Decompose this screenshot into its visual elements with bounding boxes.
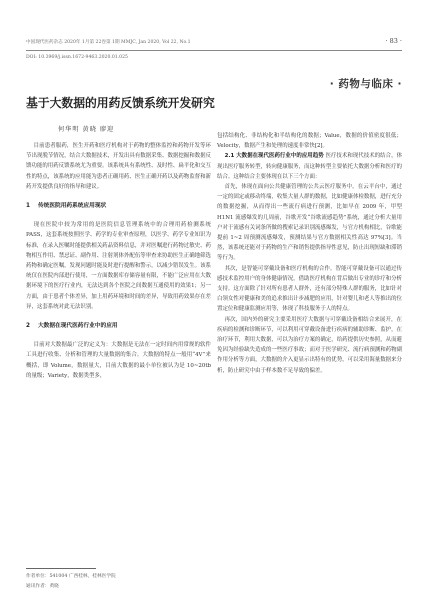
- footnote-rule: [26, 568, 96, 569]
- paragraph-second: 其次，是智能可穿戴设备和医疗机构的合作。智能可穿戴设备可以通过传感技术监控用户的身体健康情况，借助医疗机构在背后做出专业的诊疗和分析支持。这方面除了针对所有患者人群外，还有部分特殊人群的服务，比如针对白领女性对健康和美的追求推出计步减肥的应用，针对婴儿和老人等推出的位置定位和健康监测应用等，体现了科技服务于人的特点。: [217, 265, 402, 313]
- heading-1: [26, 201, 211, 211]
- heading-2-text: 大数据在现代医药行业中的应用: [38, 323, 118, 330]
- header-rule: [26, 50, 402, 51]
- abstract: 目前患者服药，医生开药和医疗机构对于药物的整体监控和药物开发等环节出现脱节情况，结合大数据技术，开发出具有数据采集、数据挖掘和数据反馈功能的用药反馈系统尤为重要。该系统具有系统性、及时性、扁平化和交互性的特点，该系统的应用能为患者正确用药、医生正确开药以及药物监督和新药开发提供良好的指导和建议。: [26, 143, 211, 190]
- paragraph-1: 现在医院中较为常用的是医院信息管理系统中的合理用药检测系统 PASS，这套系统按照医学、药学的专业审查原理，以医学、药学专业知识为标准，在录入医嘱时能提供相关药品资料信息，并对医嘱进行药物过敏史、药物相互作用、禁忌证、副作用、注射剂体外配伍等审查来协助医生正确地筛选药物和确定医嘱，发现问题时能及时进行提醒和警示，以减少错误发生。该系统仅在医院内部进行使用，一方面数据库存储容量有限，不能广泛应用在大数据环境下的医疗行业内，无法达到各个医院之间数据互通使用的效果1；另一方面，由于患者个体差异，加上用药环境和时间的差异，导致用药效果存在差异，这套系统对此无法识别。: [26, 222, 211, 310]
- heading-1-number: 1: [26, 203, 30, 210]
- subsection-2-1-heading: 2.1 大数据在现代医药行业中的应用趋势: [224, 153, 324, 160]
- page-number: · 83 ·: [385, 37, 402, 45]
- paragraph-third: 再次，国内外的研究主要采用医疗大数据与可穿戴设备相结合来展开，在疾病的检测和诊断环节，可以利用可穿戴设备进行疾病的辅助诊断、监护，在治疗环节，利用大数据，可以为治疗方案的确定，给药提供历史参照，从而避免因为经验缺失造成的一些医疗事故；而对于医学研究、流行病预测和药物副作用分析等方面，大数据的介入更显示出特有的优势，可以采用海量数据来分析，防止研究中由于样本数不足导致的偏差。: [217, 316, 402, 374]
- paragraph-continued: 包括结构化、非结构化和半结构化的数据；Value，数据的价值密度很低；Velocity，数据产生和处理的速度非常快[2]。: [217, 133, 402, 150]
- subsection-2-1-text: 医疗技术和现代技术的结合，体现出医疗服务转型，转向健康服务，而这种转型主要依托大数据分析和医疗的结合。这种结合主要体现在以下三个方面：: [217, 153, 403, 180]
- left-column: [26, 141, 211, 381]
- paragraph-2: 目前对大数据最广泛的定义为：大数据是无法在一定时间内用常规的软件工具进行收集、分析和管理的大量数据的集合。大数据的特点一般用“4V”来概括，即 Volume，数据量大，目前大数据的最小单位被认为是 10~20tb 的量级；Variety，数据类型多，: [26, 342, 211, 379]
- section-label: · 药物与临床 ·: [329, 78, 402, 90]
- authors: 何华明 黄晓 廖迎: [58, 126, 115, 133]
- subsection-2-1: [217, 151, 402, 182]
- correspondence-author: 通讯作者：黄晓: [26, 584, 59, 589]
- doi: DOI: 10.3969/j.issn.1672-9463.2020.01.025: [26, 55, 128, 60]
- paragraph-first: 首先，体现在面向公共健康管理的公共云医疗服务中。在云平台中，通过一定的固定或移动终端，收集大量人群的数据，比如健康体检数据，进行充分的数据挖掘，从而得出一些流行病进行预测，比如早在 2009 年，甲型 H1N1 流感爆发的几周前，谷歌开发“谷歌流感趋势”系统，通过分析大量用户对于流感有关词条所做的搜索记录识别流感爆发，与官方机构相比，谷歌能提前 1~2 周预测流感爆发，预测结果与官方数据相关性高达 97%[3]。当然，该系统还能对于药物的生产和销售提供指导性意见，防止出现短缺和滞销等行为。: [217, 184, 402, 262]
- right-column: [217, 131, 402, 376]
- journal-header: 中国现代医药杂志 2020年 1月第 22卷第 1期 MMJC, Jan 2020, Vol 22, No.1: [26, 40, 191, 45]
- heading-2-number: 2: [26, 323, 30, 330]
- heading-1-text: 传统医院用药系统应用现状: [38, 203, 107, 210]
- paper-title: 基于大数据的用药反馈系统开发研究: [26, 96, 215, 110]
- author-affiliation: 作者单位：541004 广西桂林，桂林医学院: [26, 574, 116, 579]
- heading-2: [26, 321, 211, 331]
